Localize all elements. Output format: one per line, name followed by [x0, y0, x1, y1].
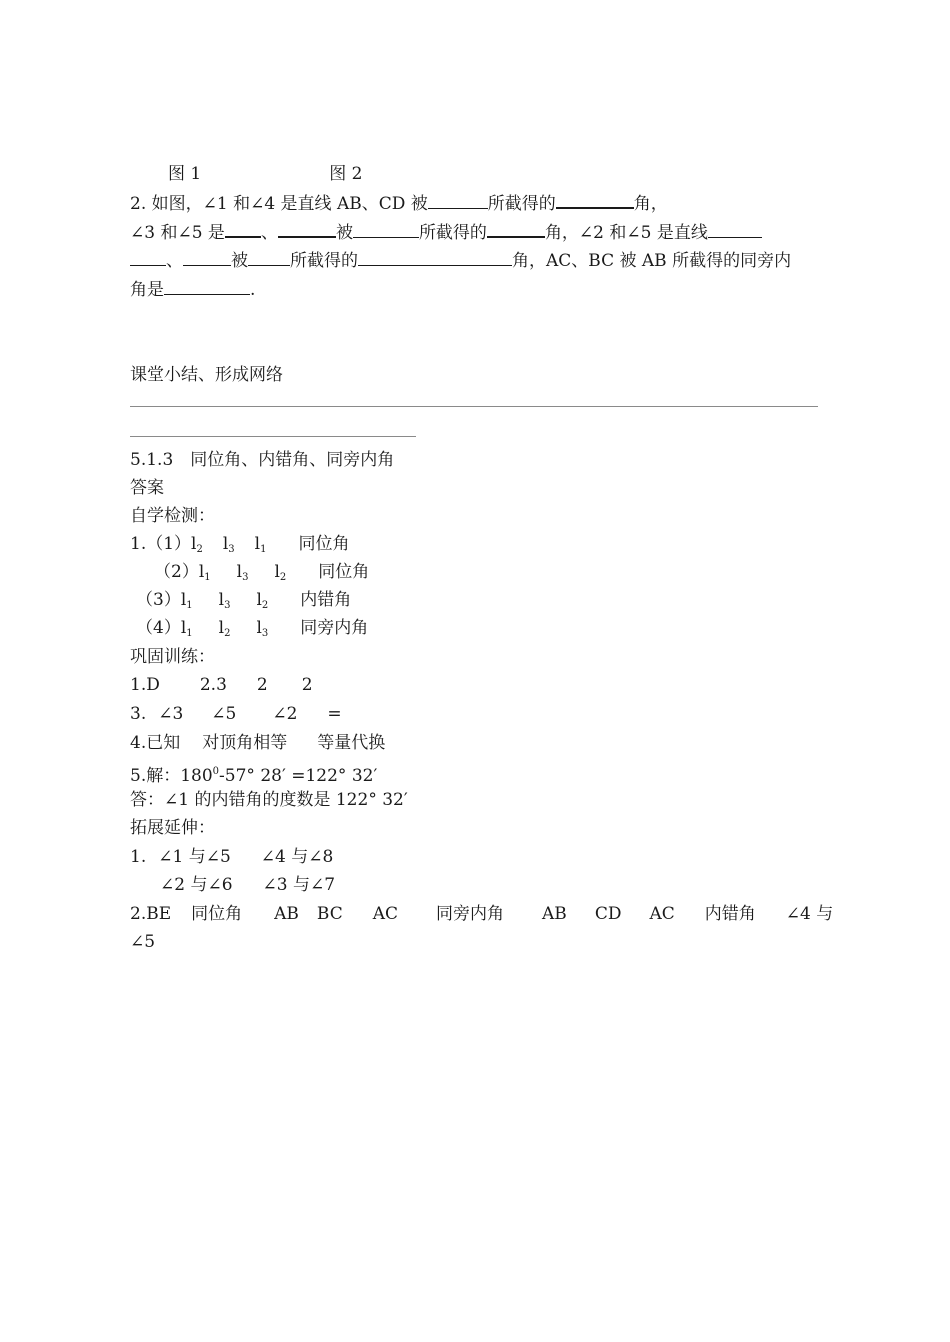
q2-text: 被 [335, 223, 353, 243]
row-prefix: （3） [136, 590, 181, 610]
answer-blank[interactable] [487, 217, 545, 238]
q2-line-2 [130, 217, 762, 247]
answer-item: ∠5 [211, 704, 237, 724]
degree-superscript: 0 [212, 766, 220, 777]
figure-labels-row [168, 160, 362, 188]
figure-1-label: 图 1 [168, 164, 202, 184]
answer-item: 同位角 [191, 904, 243, 924]
summary-rule-1[interactable] [130, 406, 818, 407]
extend-line-1 [130, 843, 333, 871]
row-prefix: （2） [154, 562, 199, 582]
line-symbol: l [180, 618, 187, 638]
answer-item: AC [372, 904, 399, 924]
answer-item: 3. [130, 704, 147, 724]
answer-blank[interactable] [353, 218, 419, 238]
answer-item: AC [649, 904, 675, 924]
line-symbol: l [236, 562, 243, 582]
answer-item: 1. [130, 847, 147, 867]
answer-item: 1.D [130, 675, 160, 695]
line-subscript: 1 [260, 544, 267, 555]
answer-item: ∠3 与∠7 [262, 875, 336, 895]
answer-item: AB [274, 904, 299, 924]
extend-title: 拓展延伸： [130, 818, 215, 838]
answer-blank[interactable] [556, 188, 634, 209]
line-subscript: 2 [261, 600, 269, 611]
consolidate-line-3 [130, 729, 385, 757]
answer-item: 2.BE [130, 904, 172, 924]
answer-item: ∠2 与∠6 [160, 875, 233, 895]
answer-item: 2.3 [199, 675, 227, 695]
line-symbol: l [198, 562, 205, 582]
answer-item: ∠3 [158, 704, 184, 724]
answer-item: 内错角 [704, 904, 756, 924]
line-subscript: 3 [242, 572, 249, 583]
line-symbol: l [274, 562, 280, 582]
line-subscript: 2 [279, 572, 287, 583]
answer-item: = [327, 704, 342, 724]
answer-blank[interactable] [428, 189, 488, 209]
answer-blank[interactable] [225, 217, 261, 238]
q2-text: ∠3 和∠5 是 [130, 223, 225, 243]
line-subscript: 3 [228, 544, 235, 555]
consolidate-line-2 [130, 700, 342, 728]
answer-blank[interactable] [164, 275, 250, 295]
q2-text: 角， [633, 194, 668, 214]
answer-blank[interactable] [358, 246, 512, 266]
q2-line-1 [130, 188, 668, 218]
answer-blank[interactable] [248, 246, 290, 266]
line-symbol: l [191, 534, 197, 554]
extend-line-4: ∠5 [130, 932, 156, 952]
q2-text: 角是 [130, 280, 164, 300]
q2-text: 所截得的 [487, 194, 556, 214]
answer-item: 等量代换 [317, 733, 386, 753]
angle-kind: 同旁内角 [300, 618, 369, 638]
q2-text: 2. 如图，∠1 和∠4 是直线 AB、CD 被 [130, 194, 428, 214]
q2-line-4 [130, 275, 255, 304]
line-symbol: l [180, 590, 187, 610]
answer-blank[interactable] [183, 246, 231, 266]
line-symbol: l [256, 590, 262, 610]
answer-item: AB [542, 904, 567, 924]
line-subscript: 1 [204, 572, 211, 583]
answer-item: ∠1 与∠5 [158, 847, 231, 867]
line-symbol: l [218, 618, 225, 638]
q2-text: 所截得的 [290, 251, 358, 271]
line-subscript: 2 [224, 628, 231, 639]
answer-item: -57° 28′ =122° 32′ [219, 766, 378, 786]
q2-line-3 [130, 246, 791, 275]
answer-item: BC [316, 904, 343, 924]
extend-line-3 [130, 900, 833, 928]
q2-text: 、 [166, 251, 183, 271]
answer-item: 5.解：180 [130, 766, 213, 786]
row-prefix: 1.（1） [130, 534, 192, 554]
summary-rule-2[interactable] [130, 436, 416, 437]
line-subscript: 2 [196, 544, 203, 555]
angle-kind: 同位角 [298, 534, 350, 554]
extend-line-2 [160, 871, 335, 899]
answer-item: ∠4 与 [785, 904, 834, 924]
line-symbol: l [256, 618, 262, 638]
answer-item: 2 [256, 675, 268, 695]
answer-blank[interactable] [278, 217, 336, 238]
consolidate-line-5: 答：∠1 的内错角的度数是 122° 32′ [130, 790, 408, 810]
answer-item: 对顶角相等 [202, 733, 288, 753]
consolidate-title: 巩固训练： [130, 647, 215, 667]
row-prefix: （4） [136, 618, 181, 638]
line-subscript: 1 [186, 600, 193, 611]
answer-blank[interactable] [130, 246, 166, 266]
q2-text: 角，AC、BC 被 AB 所截得的同旁内 [512, 251, 792, 271]
figure-2-label: 图 2 [329, 164, 363, 184]
self-test-title: 自学检测： [130, 506, 215, 526]
q2-text: . [250, 280, 256, 300]
q2-text: 角，∠2 和∠5 是直线 [544, 223, 708, 243]
summary-title: 课堂小结、形成网络 [130, 365, 283, 385]
line-subscript: 3 [224, 600, 231, 611]
answers-label: 答案 [130, 478, 164, 498]
line-subscript: 3 [261, 628, 269, 639]
answer-blank[interactable] [708, 218, 762, 238]
line-subscript: 1 [186, 628, 193, 639]
answer-item: ∠2 [272, 704, 298, 724]
line-symbol: l [222, 534, 229, 554]
answer-item: 同旁内角 [436, 904, 505, 924]
answer-item: 2 [301, 675, 313, 695]
consolidate-line-1 [130, 671, 313, 699]
q2-text: 所截得的 [418, 223, 487, 243]
answers-heading: 5.1.3 同位角、内错角、同旁内角 [130, 450, 395, 470]
angle-kind: 内错角 [300, 590, 352, 610]
answer-item: 4.已知 [130, 733, 181, 753]
answer-item: CD [594, 904, 622, 924]
q2-text: 被 [231, 251, 248, 271]
angle-kind: 同位角 [318, 562, 370, 582]
answer-item: ∠4 与∠8 [260, 847, 334, 867]
line-symbol: l [254, 534, 261, 554]
q2-text: 、 [260, 223, 278, 243]
line-symbol: l [218, 590, 225, 610]
